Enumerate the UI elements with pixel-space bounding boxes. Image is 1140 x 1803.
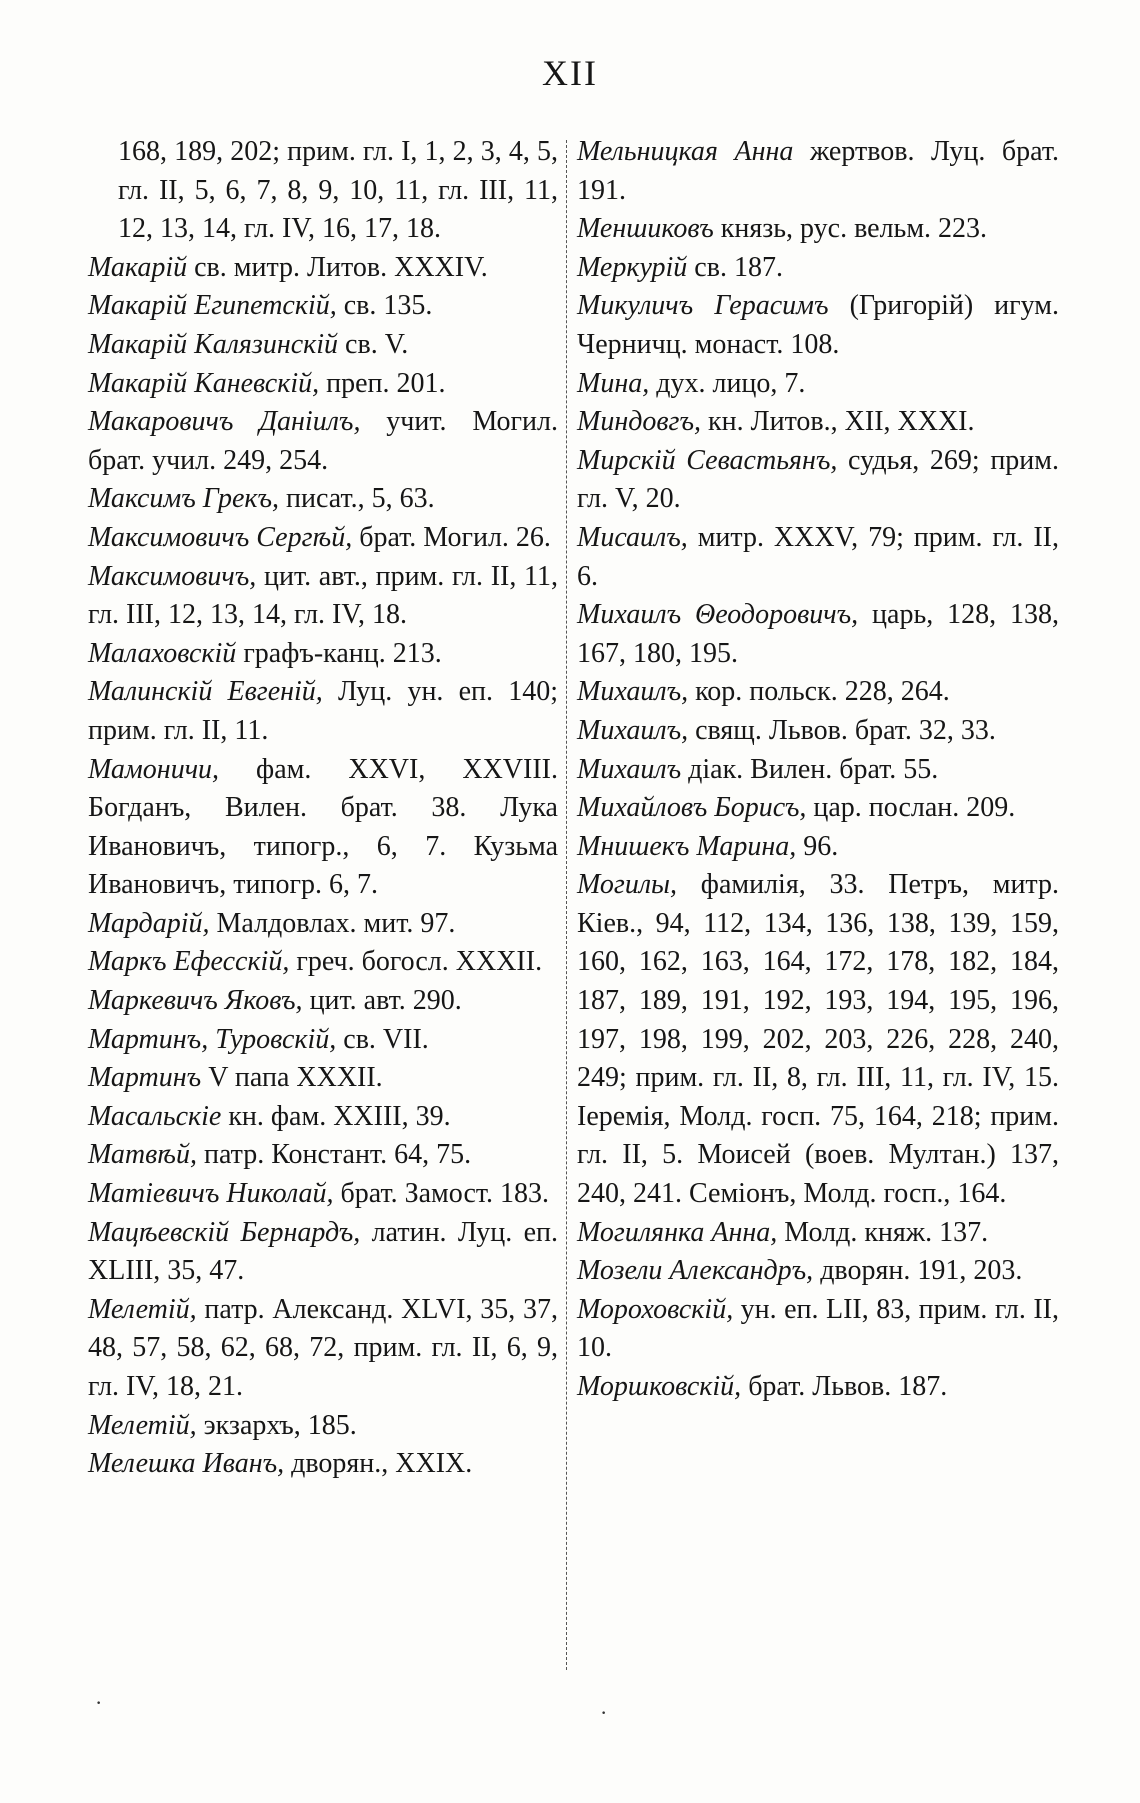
entry-text: князь, рус. вельм. 223. xyxy=(713,213,988,245)
entry-text: латин. Луц. еп. XLIII, 35, 47. xyxy=(88,1216,558,1287)
index-entry xyxy=(88,287,558,326)
entry-text: графъ-канц. 213. xyxy=(236,637,442,669)
entry-text: св. VII. xyxy=(336,1023,429,1055)
index-entry xyxy=(88,326,558,365)
index-entry xyxy=(577,1214,1059,1253)
entry-headword: Мороховскій, xyxy=(577,1293,734,1325)
index-entry xyxy=(88,673,558,750)
entry-text: царь, 128, 138, 167, 180, 195. xyxy=(577,599,1059,669)
index-entry xyxy=(88,480,558,519)
entry-text: судья, 269; прим. гл. V, 20. xyxy=(577,444,1059,515)
index-entry xyxy=(577,1252,1059,1291)
entry-text: св. митр. Литов. XXXIV. xyxy=(187,251,488,283)
entry-headword: Матіевичъ Николай, xyxy=(88,1178,334,1210)
index-entry xyxy=(88,249,558,288)
index-entry xyxy=(577,249,1059,288)
entry-headword: Михаилъ, xyxy=(577,676,689,708)
entry-headword: Мельницкая Анна xyxy=(577,136,794,167)
entry-headword: Могилянка Анна, xyxy=(577,1216,778,1248)
index-entry xyxy=(577,287,1059,364)
index-entry xyxy=(577,1291,1059,1368)
entry-text: кн. Литов., XII, XXXI. xyxy=(701,406,975,438)
index-entry xyxy=(88,365,558,404)
entry-headword: Макарій Калязинскій xyxy=(88,328,339,360)
entry-text: ун. еп. LII, 83, прим. гл. II, 10. xyxy=(577,1293,1059,1364)
entry-text: 96. xyxy=(796,830,839,862)
entry-text: фам. XXVI, XXVIII. Богданъ, Вилен. брат. 38. Лука Ивановичъ, типогр., 6, 7. Кузьма Ивановичъ, типогр. 6, 7. xyxy=(88,753,558,901)
index-entry xyxy=(88,1059,558,1098)
entry-headword: Малаховскій xyxy=(88,637,237,669)
index-entry xyxy=(88,982,558,1021)
entry-headword: Мнишекъ Марина, xyxy=(577,830,797,862)
entry-text: 168, 189, 202; прим. гл. I, 1, 2, 3, 4, 5, гл. II, 5, 6, 7, 8, 9, 10, 11, гл. III, 11, 12, 13, 14, гл. IV, 16, 17, 18. xyxy=(118,136,558,245)
entry-headword: Малинскій Евгеній, xyxy=(88,676,323,708)
entry-headword: Максимовичъ Сергѣй, xyxy=(88,521,353,553)
entry-text: свящ. Львов. брат. 32, 33. xyxy=(688,714,996,746)
entry-text: цит. авт., прим. гл. II, 11, гл. III, 12, 13, 14, гл. IV, 18. xyxy=(88,560,558,631)
entry-text: (Григорій) игум. Черничц. монаст. 108. xyxy=(577,290,1059,360)
entry-text: св. 135. xyxy=(336,290,433,322)
entry-text: св. 187. xyxy=(687,251,783,283)
print-speck: · xyxy=(600,1700,608,1725)
index-entry xyxy=(88,1291,558,1407)
index-entry xyxy=(88,403,558,480)
entry-headword: Мисаилъ, xyxy=(577,521,688,553)
entry-headword: Матвѣй, xyxy=(88,1139,197,1171)
entry-text: митр. XXXV, 79; прим. гл. II, 6. xyxy=(577,521,1059,592)
index-entry xyxy=(88,1175,558,1214)
entry-headword: Микуличъ Герасимъ xyxy=(577,290,829,322)
index-entry xyxy=(88,751,558,905)
entry-text: преп. 201. xyxy=(319,367,446,399)
index-entry xyxy=(88,558,558,635)
entry-text: греч. богосл. XXXII. xyxy=(289,946,543,978)
entry-headword: Мозели Александръ, xyxy=(577,1255,814,1287)
index-entry xyxy=(577,673,1059,712)
index-entry xyxy=(88,943,558,982)
entry-headword: Максимовичъ, xyxy=(88,560,257,592)
entry-text: дух. лицо, 7. xyxy=(649,367,806,399)
entry-text: цит. авт. 290. xyxy=(302,985,462,1017)
entry-headword: Мина, xyxy=(577,367,650,399)
entry-text: дворян. 191, 203. xyxy=(813,1255,1023,1287)
entry-headword: Михайловъ Борисъ, xyxy=(577,792,807,824)
index-entry xyxy=(577,828,1059,867)
right-column xyxy=(577,133,1059,1407)
index-entry xyxy=(577,866,1059,1213)
entry-text: экзархъ, 185. xyxy=(196,1409,357,1441)
entry-headword: Маркъ Ефесскій, xyxy=(88,946,290,978)
entry-headword: Максимъ Грекъ, xyxy=(88,483,279,515)
entry-text: кн. фам. XXIII, 39. xyxy=(221,1100,451,1132)
entry-text: патр. Александ. XLVI, 35, 37, 48, 57, 58, 62, 68, 72, прим. гл. II, 6, 9, гл. IV, 18, 21. xyxy=(88,1293,558,1402)
index-entry xyxy=(88,635,558,674)
entry-text: учит. Могил. брат. учил. 249, 254. xyxy=(88,406,558,476)
entry-text: V папа XXXII. xyxy=(201,1062,383,1094)
entry-headword: Мацѣевскій Бернардъ, xyxy=(88,1216,361,1248)
entry-headword: Моршковскій, xyxy=(577,1371,742,1402)
index-entry xyxy=(577,596,1059,673)
index-entry xyxy=(88,1136,558,1175)
entry-text: брат. Могил. 26. xyxy=(352,521,551,553)
entry-headword: Мамоничи, xyxy=(88,753,220,785)
index-entry xyxy=(577,442,1059,519)
entry-text: кор. польск. 228, 264. xyxy=(688,676,950,708)
entry-text: діак. Вилен. брат. 55. xyxy=(681,753,939,785)
index-entry xyxy=(88,519,558,558)
entry-text: дворян., XXIX. xyxy=(284,1448,473,1480)
index-entry xyxy=(577,751,1059,790)
index-entry xyxy=(577,403,1059,442)
index-entry xyxy=(577,519,1059,596)
entry-headword: Мартинъ, Туровскій, xyxy=(88,1023,337,1055)
entry-headword: Меншиковъ xyxy=(577,213,714,245)
entry-text: св. V. xyxy=(338,328,409,360)
entry-headword: Мелетій, xyxy=(88,1293,197,1325)
index-entry xyxy=(88,1098,558,1137)
entry-headword: Масальскіе xyxy=(88,1100,222,1132)
entry-text: Луц. ун. еп. 140; прим. гл. II, 11. xyxy=(88,676,558,746)
entry-text: брат. Замост. 183. xyxy=(333,1178,550,1210)
entry-headword: Могилы, xyxy=(577,869,678,901)
entry-text: цар. послан. 209. xyxy=(806,792,1016,824)
entry-headword: Мардарій, xyxy=(88,907,210,939)
left-column xyxy=(88,133,558,1484)
entry-headword: Миндовгъ, xyxy=(577,406,701,438)
index-entry xyxy=(577,712,1059,751)
index-entry xyxy=(88,1214,558,1291)
entry-headword: Макаровичъ Даніилъ, xyxy=(88,406,361,438)
entry-headword: Михаилъ, xyxy=(577,714,689,746)
index-entry xyxy=(577,365,1059,404)
entry-text: жертвов. Луц. брат. 191. xyxy=(577,136,1059,206)
index-entry xyxy=(88,905,558,944)
entry-text: брат. Львов. 187. xyxy=(741,1371,948,1402)
entry-headword: Мартинъ xyxy=(88,1062,202,1094)
entry-headword: Меркурій xyxy=(577,251,688,283)
entry-headword: Макарій Египетскій, xyxy=(88,290,337,322)
index-entry xyxy=(88,133,558,249)
index-entry xyxy=(88,1445,558,1484)
entry-text: Малдовлах. мит. 97. xyxy=(209,907,456,939)
entry-headword: Макарій Каневскій, xyxy=(88,367,320,399)
entry-headword: Михаилъ Θеодоровичъ, xyxy=(577,599,859,631)
index-entry xyxy=(577,210,1059,249)
index-entry xyxy=(88,1407,558,1446)
entry-headword: Маркевичъ Яковъ, xyxy=(88,985,303,1017)
print-speck: · xyxy=(95,1690,103,1715)
entry-headword: Мелетій, xyxy=(88,1409,197,1441)
entry-text: патр. Констант. 64, 75. xyxy=(196,1139,472,1171)
entry-headword: Михаилъ xyxy=(577,753,682,785)
index-entry xyxy=(577,789,1059,828)
entry-headword: Макарій xyxy=(88,251,188,283)
entry-text: фамилія, 33. Петръ, митр. Кіев., 94, 112, 134, 136, 138, 139, 159, 160, 162, 163, 164, 172, 178, 182, 184, 187, 189, 191, 192, 193, 194, 195, 196, 197, 198, 199, 202, 203, 226, 228, 240, 249; прим. гл. II, 8, гл. III, 11, гл. IV, 15. Іеремія, Молд. госп. 75, 164, 218; прим. гл. II, 5. Моисей (воев. Мултан.) 137, 240, 241. Семіонъ, Молд. госп., 164. xyxy=(577,869,1059,1210)
index-entry xyxy=(577,1368,1059,1407)
column-divider xyxy=(566,140,567,1670)
index-entry xyxy=(577,133,1059,210)
index-entry xyxy=(88,1021,558,1060)
entry-text: Молд. княж. 137. xyxy=(777,1216,989,1248)
page-number: XII xyxy=(542,53,598,93)
entry-headword: Мелешка Иванъ, xyxy=(88,1448,285,1480)
entry-text: писат., 5, 63. xyxy=(279,483,435,515)
entry-headword: Мирскій Севастьянъ, xyxy=(577,444,838,476)
